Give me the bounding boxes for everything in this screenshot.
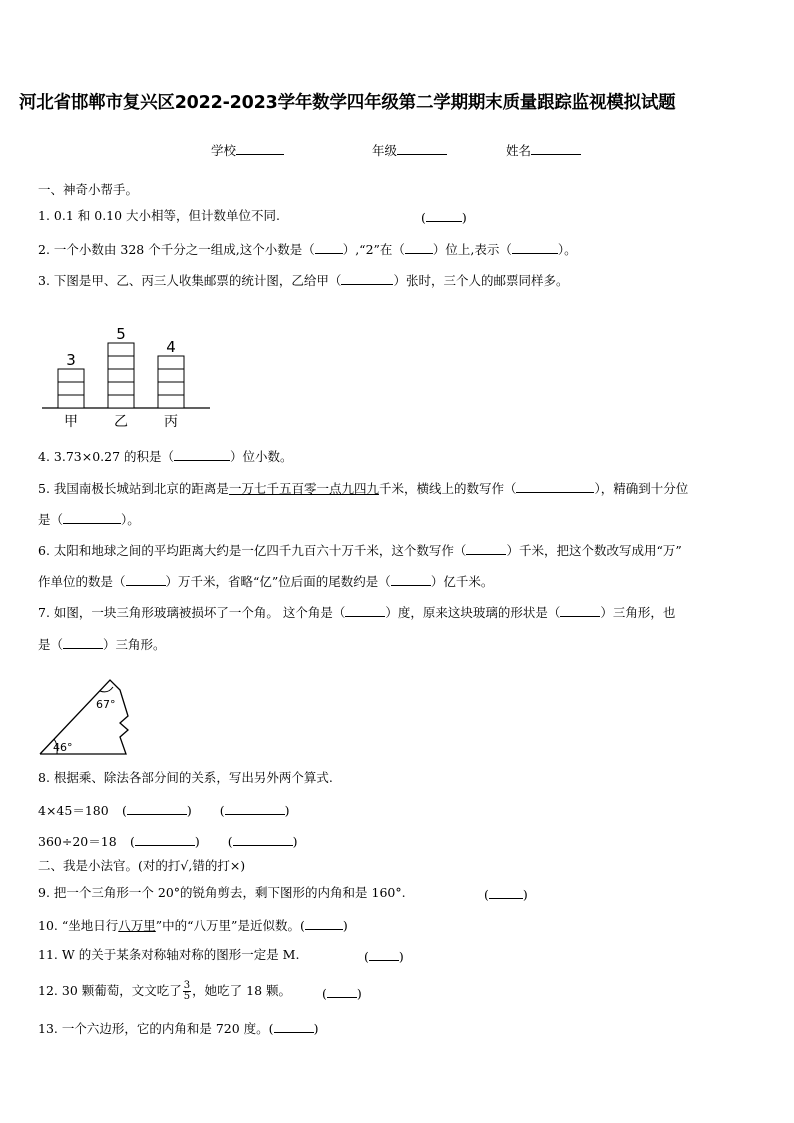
bar-cell xyxy=(158,369,184,382)
name-field xyxy=(506,141,581,159)
name-blank[interactable] xyxy=(531,141,581,155)
question-8: 8. 根据乘、除法各部分间的关系，写出另外两个算式. xyxy=(38,770,333,785)
question-number: 7. xyxy=(38,605,50,620)
answer-blank[interactable] xyxy=(327,984,357,998)
answer-blank[interactable] xyxy=(391,572,431,586)
answer-paren-11[interactable]: ( ) xyxy=(364,949,404,964)
question-7: 7. 如图，一块三角形玻璃被损坏了一个角。 这个角是（ ）度，原来这块玻璃的形状是（ ）三角形，也 xyxy=(38,605,676,620)
section-heading-2: 二、我是小法官。(对的打√,错的打×) xyxy=(38,858,246,873)
question-10: 10. “坐地日行八万里”中的“八万里”是近似数。( ) xyxy=(38,918,348,933)
question-11: 11. W 的关于某条对称轴对称的图形一定是 M. xyxy=(38,947,300,962)
question-7-cont: 是（ ）三角形。 xyxy=(38,637,166,652)
answer-paren-12[interactable]: ( ) xyxy=(322,986,362,1001)
category-label: 丙 xyxy=(164,414,178,430)
name-label: 姓名 xyxy=(506,143,532,158)
answer-blank[interactable] xyxy=(516,479,594,493)
bar-2 xyxy=(108,343,134,408)
question-1 xyxy=(38,208,280,224)
question-number: 10. xyxy=(38,918,58,933)
school-label: 学校 xyxy=(211,143,237,158)
school-field xyxy=(211,141,284,159)
question-number: 3. xyxy=(38,273,50,288)
answer-blank[interactable] xyxy=(135,832,195,846)
angle-label-top: 67° xyxy=(96,698,116,711)
answer-paren-1[interactable]: ( ) xyxy=(421,210,467,225)
broken-triangle-figure xyxy=(36,674,136,758)
question-6-cont: 作单位的数是（ ）万千米，省略“亿”位后面的尾数约是（ ）亿千米。 xyxy=(38,574,494,589)
bar-cell xyxy=(58,395,84,408)
equation-row-2: 360÷20＝18 ( ) ( ) xyxy=(38,834,298,849)
question-number: 11. xyxy=(38,947,58,962)
category-label: 甲 xyxy=(64,414,78,430)
equation: 4×45＝180 xyxy=(38,803,109,818)
bar-cell xyxy=(58,382,84,395)
question-3: 3. 下图是甲、乙、丙三人收集邮票的统计图，乙给甲（ ）张时，三个人的邮票同样多。 xyxy=(38,273,569,288)
answer-blank[interactable] xyxy=(174,447,230,461)
answer-blank[interactable] xyxy=(127,801,187,815)
answer-blank[interactable] xyxy=(369,947,399,961)
question-number: 9. xyxy=(38,885,50,900)
question-2: 2. 一个小数由 328 个千分之一组成,这个小数是（ ）,“2”在（ ）位上,表示（ ）。 xyxy=(38,242,577,257)
page-title: 河北省邯郸市复兴区2022-2023学年数学四年级第二学期期末质量跟踪监视模拟试题 xyxy=(19,93,676,113)
question-number: 4. xyxy=(38,449,50,464)
bar-1 xyxy=(58,369,84,408)
answer-paren-9[interactable]: ( ) xyxy=(484,887,528,902)
grade-label: 年级 xyxy=(372,143,398,158)
bar-value-label: 4 xyxy=(166,338,176,356)
answer-blank[interactable] xyxy=(63,635,103,649)
answer-blank[interactable] xyxy=(341,271,393,285)
stamp-bar-chart xyxy=(38,298,213,436)
underlined-text: 八万里 xyxy=(118,918,156,933)
question-12: 12. 30 颗葡萄，文文吃了 $\frac{3}{5}$ ，她吃了 18 颗。 xyxy=(38,980,291,1002)
question-number: 1. xyxy=(38,208,50,223)
bar-cell xyxy=(58,369,84,382)
question-number: 2. xyxy=(38,242,50,257)
question-5: 5. 我国南极长城站到北京的距离是一万七千五百零一点九四九千米，横线上的数写作（ ），精确到十分位 xyxy=(38,481,689,496)
question-number: 5. xyxy=(38,481,50,496)
answer-blank[interactable] xyxy=(405,240,433,254)
bar-cell xyxy=(108,369,134,382)
question-9: 9. 把一个三角形一个 20°的锐角剪去，剩下图形的内角和是 160°. xyxy=(38,885,406,900)
grade-field xyxy=(372,141,447,159)
school-blank[interactable] xyxy=(236,141,284,155)
answer-blank[interactable] xyxy=(345,603,385,617)
grade-blank[interactable] xyxy=(397,141,447,155)
underlined-number: 一万七千五百零一点九四九 xyxy=(228,481,379,496)
answer-blank[interactable] xyxy=(560,603,600,617)
bar-cell xyxy=(108,356,134,369)
bar-value-label: 5 xyxy=(116,325,126,343)
answer-blank[interactable] xyxy=(426,208,462,222)
question-number: 8. xyxy=(38,770,50,785)
answer-blank[interactable] xyxy=(512,240,558,254)
answer-blank[interactable] xyxy=(315,240,343,254)
bar-value-label: 3 xyxy=(66,351,76,369)
question-number: 13. xyxy=(38,1021,58,1036)
bar-cell xyxy=(108,382,134,395)
bar-cell xyxy=(108,395,134,408)
question-4: 4. 3.73×0.27 的积是（ ）位小数。 xyxy=(38,449,293,464)
category-label: 乙 xyxy=(114,414,128,430)
answer-blank[interactable] xyxy=(233,832,293,846)
equation: 360÷20＝18 xyxy=(38,834,117,849)
bar-cell xyxy=(158,382,184,395)
bar-3 xyxy=(158,356,184,408)
answer-blank[interactable] xyxy=(126,572,166,586)
answer-blank[interactable] xyxy=(489,885,523,899)
bar-cell xyxy=(158,395,184,408)
question-number: 12. xyxy=(38,983,58,998)
bar-cell xyxy=(158,356,184,369)
answer-blank[interactable] xyxy=(305,916,343,930)
fraction xyxy=(183,981,191,1002)
fraction-numerator: 3 xyxy=(183,980,191,991)
question-13: 13. 一个六边形，它的内角和是 720 度。( ) xyxy=(38,1021,319,1036)
bar-cell xyxy=(108,343,134,356)
answer-blank[interactable] xyxy=(466,541,506,555)
question-text: 0.1 和 0.10 大小相等，但计数单位不同. xyxy=(53,208,281,223)
question-6: 6. 太阳和地球之间的平均距离大约是一亿四千九百六十万千米，这个数写作（ ）千米，把这个数改写成用“万” xyxy=(38,543,682,558)
question-5-cont: 是（ ）。 xyxy=(38,512,140,527)
answer-blank[interactable] xyxy=(225,801,285,815)
equation-row-1: 4×45＝180 ( ) ( ) xyxy=(38,803,290,818)
fraction-denominator: 5 xyxy=(183,991,191,1002)
angle-label-left: 46° xyxy=(53,741,73,754)
answer-blank[interactable] xyxy=(63,510,121,524)
question-number: 6. xyxy=(38,543,50,558)
answer-blank[interactable] xyxy=(274,1019,314,1033)
section-heading-1: 一、神奇小帮手。 xyxy=(38,182,139,197)
